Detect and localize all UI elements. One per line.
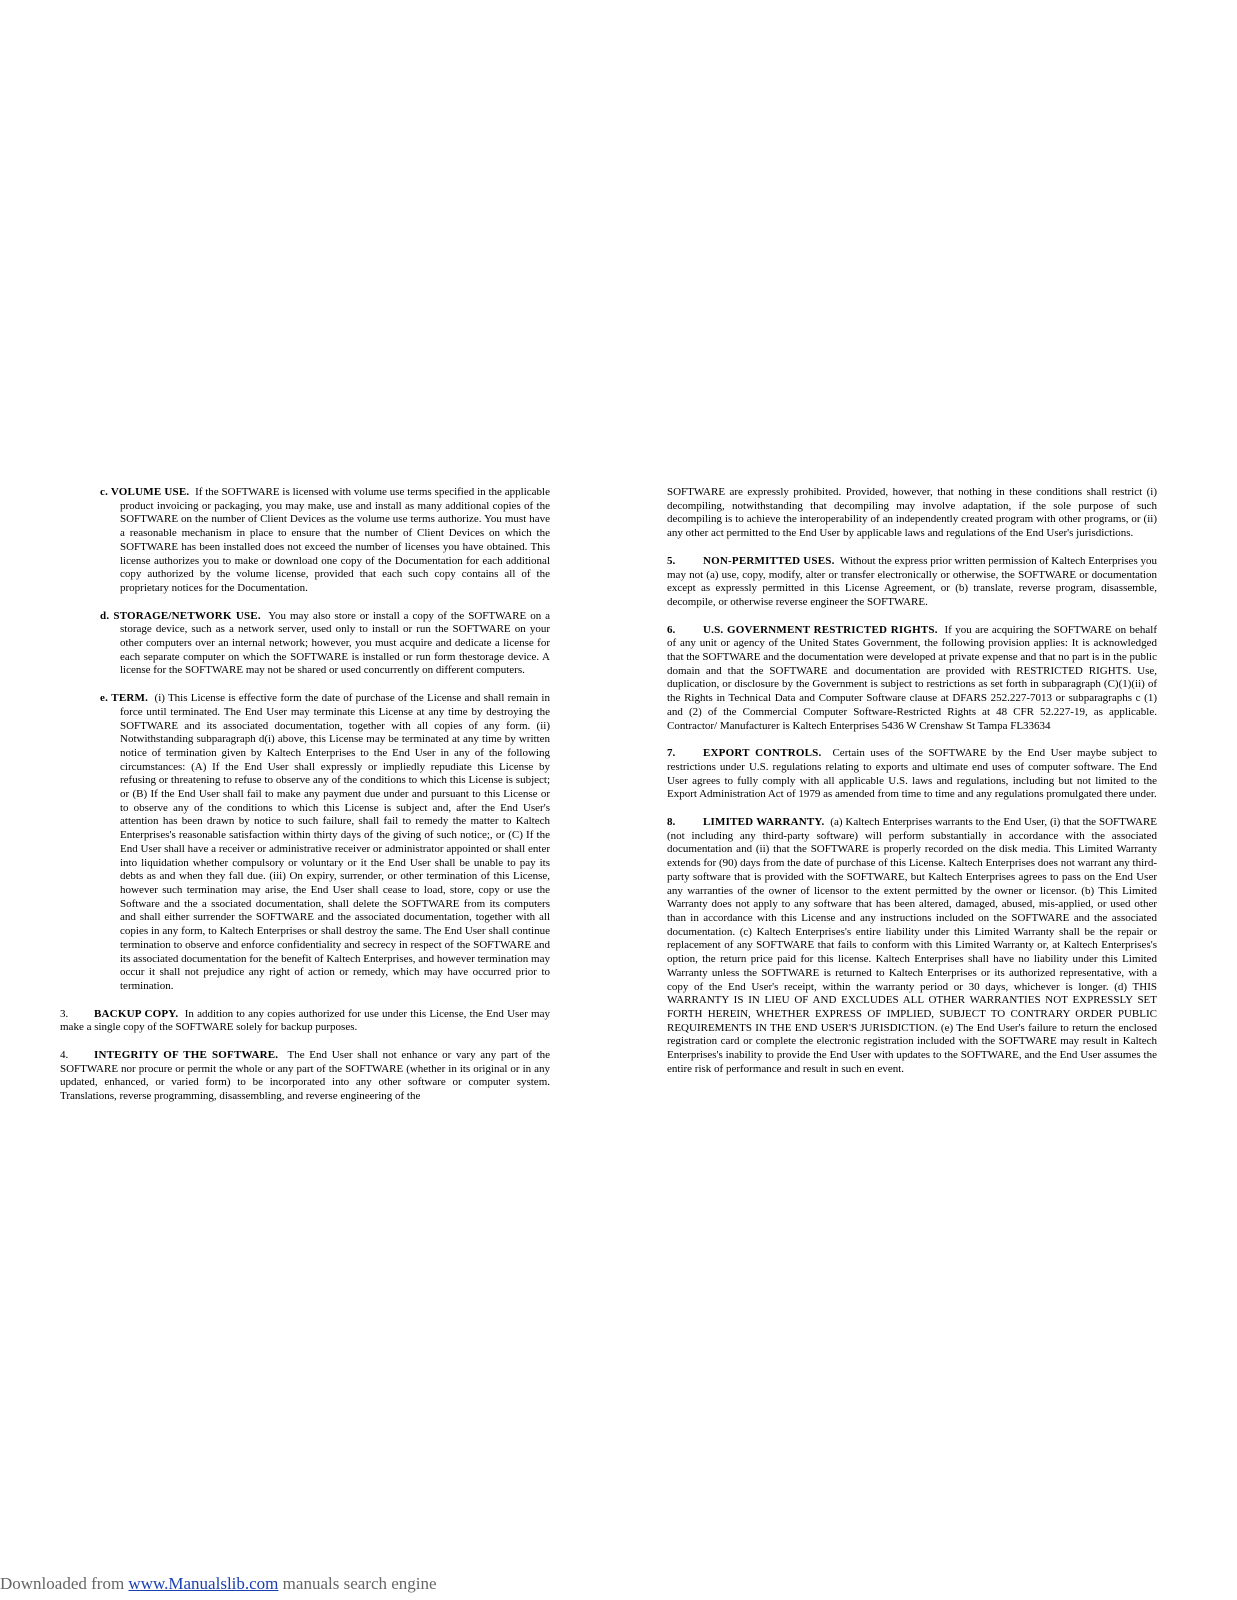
warranty-text: (a) Kaltech Enterprises warrants to the End User, (i) that the SOFTWARE (not including any third-party software) will perform substantially in accordance with the associated documentation and (ii) that the SOFTWARE is properly recorded on the disk media. This Limited Warranty extends for (90) days from the date of purchase of this License. Kaltech Enterprises does not warrant any third-party software that is provided with the SOFTWARE, but Kaltech Enterprises agrees to pass on the End User any warranties of the owner of licensor to the extent permitted by the owner or licensor. (b) This Limited Warranty does not apply to any software that has been altered, damaged, abused, mis-applied, or used other than in accordance with this License and any instructions included on the SOFTWARE and the associated documentation. (c) Kaltech Enterprises's entire liability under this Limited Warranty shall be the repair or replacement of any SOFTWARE that fails to conform with this Limited Warranty or, at Kaltech Enterprises's option, the return price paid for this license. Kaltech Enterprises shall have no liability under this Limited Warranty unless the SOFTWARE is returned to Kaltech Enterprises or its authorized representative, with a copy of the End User's receipt, within the warranty period or 30 days, whichever is longer. (d) THIS WARRANTY IS IN LIEU OF AND EXCLUDES ALL OTHER WARRANTIES NOT EXPRESSLY SET FORTH HEREIN, WHETHER EXPRESS OF IMPLIED, SUBJECT TO CONTRARY ORDER PUBLIC REQUIREMENTS IN THE END USER'S JURISDICTION. (e) The End User's failure to return the enclosed registration card or complete the electronic registration included with the SOFTWARE may result in Kaltech Enterprises's inability to provide the End User with updates to the SOFTWARE, and the End User assumes the entire risk of performance and result in such en event.: [667, 816, 1158, 1075]
term-heading: e. TERM.: [100, 692, 149, 705]
right-column: [667, 486, 1157, 1090]
export-text: Certain uses of the SOFTWARE by the End User maybe subject to restrictions under U.S. regulations relating to exports and ultimate end uses of computer software. The End User agrees to fully comply with all applicable U.S. laws and regulations, including but not limited to the Export Administration Act of 1979 as amended from time to time and any regulations promulgated there under.: [667, 747, 1158, 801]
continuation-text: SOFTWARE are expressly prohibited. Provided, however, that nothing in these conditions shall restrict (i) decompiling, notwithstanding that decompiling may involve adaptation, if the sole purpose of such decompiling is to achieve the interoperability of an independently created program with other programs, or (ii) any other act permitted to the End User by applicable laws and regulations of the End User's jurisdictions.: [667, 486, 1157, 540]
integrity-number: 4.: [60, 1049, 69, 1062]
backup-heading: BACKUP COPY.: [94, 1007, 179, 1020]
non-permitted-number: 5.: [667, 554, 676, 567]
warranty-heading: LIMITED WARRANTY.: [703, 816, 825, 829]
backup-text: In addition to any copies authorized for use under this License, the End User may make a single copy of the SOFTWARE solely for backup purposes.: [60, 1007, 550, 1034]
manualslib-link[interactable]: www.Manualslib.com: [128, 1574, 279, 1593]
government-number: 6.: [667, 623, 676, 636]
volume-use-text: If the SOFTWARE is licensed with volume use terms specified in the applicable product invoicing or packaging, you may make, use and install as many additional copies of the SOFTWARE on the number of Client Devices as the volume use terms authorize. You must have a reasonable mechanism in place to ensure that the number of Client Devices on which the SOFTWARE has been installed does not exceed the number of licenses you have obtained. This license authorizes you to make or download one copy of the Documentation for each additional copy authorized by the volume license, provided that each such copy contains all of the proprietary notices for the Documentation.: [120, 486, 550, 594]
non-permitted-heading: NON-PERMITTED USES.: [703, 554, 835, 567]
non-permitted-clause: [667, 555, 1157, 610]
integrity-clause: [60, 1049, 550, 1104]
storage-use-heading: d. STORAGE/NETWORK USE.: [100, 609, 261, 622]
backup-clause: [60, 1008, 550, 1035]
warranty-number: 8.: [667, 816, 676, 829]
footer-suffix: manuals search engine: [278, 1574, 437, 1593]
export-number: 7.: [667, 747, 676, 760]
government-clause: [667, 624, 1157, 734]
export-heading: EXPORT CONTROLS.: [703, 747, 822, 760]
volume-use-heading: c. VOLUME USE.: [100, 486, 190, 498]
term-text: (i) This License is effective form the date of purchase of the License and shall remain in force until terminated. The End User may terminate this License at any time by destroying the SOFTWARE and its associated documentation, together with all copies of any form. (ii) Notwithstanding subparagraph d(i) above, this License may be terminated at any time by written notice of termination given by Kaltech Enterprises to the End User in any of the following circumstances: (A) If the End User shall expressly or impliedly repudiate this License by refusing or threatening to refuse to observe any of the conditions to which this License is subject; or (B) If the End User shall fail to make any payment due under and pursuant to this License or to observe any of the conditions to which this License is subject and, after the End User's attention has been drawn by notice to such failure, shall fail to remedy the matter to Kaltech Enterprises's reasonable satisfaction within thirty days of the giving of such notice;, or (C) If the End User shall have a receiver or administrative receiver or administrator appointed or shall enter into liquidation whether compulsory or voluntary or it the End User shall be unable to pay its debts as and when they fall due. (iii) On expiry, surrender, or other termination of this License, however such termination may arise, the End User shall cease to load, store, copy or use the Software and the a ssociated documentation, shall delete the SOFTWARE from its computers and shall either surrender the SOFTWARE and the associated documentation, together with all copies in any form, to Kaltech Enterprises or shall destroy the same. The End User shall continue termination to observe and enforce confidentiality and secrecy in respect of the SOFTWARE and its associated documentation for the benefit of Kaltech Enterprises, and however termination may occur it shall not prejudice any right of action or remedy, which may have occurred prior to termination.: [120, 692, 550, 992]
non-permitted-text: Without the express prior written permission of Kaltech Enterprises you may not (a) use, copy, modify, alter or transfer electronically or otherwise, the SOFTWARE or documentation except as expressly permitted in this License Agreement, or (b) translate, reverse program, disassemble, decompile, or otherwise reverse engineer the SOFTWARE.: [667, 554, 1157, 608]
integrity-heading: INTEGRITY OF THE SOFTWARE.: [94, 1049, 279, 1062]
volume-use-clause: [100, 486, 550, 596]
integrity-text: The End User shall not enhance or vary any part of the SOFTWARE nor procure or permit the whole or any part of the SOFTWARE (whether in its original or in any updated, enhanced, or varied form) to be incorporated into any other software or computer system. Translations, reverse programming, disassembling, and reverse engineering of the: [60, 1049, 550, 1103]
backup-number: 3.: [60, 1007, 69, 1020]
term-clause: [100, 692, 550, 993]
storage-use-clause: [100, 610, 550, 679]
footer-prefix: Downloaded from: [0, 1574, 129, 1593]
export-clause: [667, 747, 1157, 802]
left-column: [60, 486, 550, 1118]
government-text: If you are acquiring the SOFTWARE on behalf of any unit or agency of the United States Government, the following provision applies: It is acknowledged that the SOFTWARE and the documentation were developed at private expense and that no part is in the public domain and that the SOFTWARE and documentation are provided with RESTRICTED RIGHTS. Use, duplication, or disclosure by the Government is subject to restrictions as set forth in subparagraph (C)(1)(ii) of the Rights in Technical Data and Computer Software clause at DFARS 252.227-7013 or subparagraphs c (1) and (2) of the Commercial Computer Software-Restricted Rights at 48 CFR 52.227-19, as applicable. Contractor/ Manufacturer is Kaltech Enterprises 5436 W Crenshaw St Tampa FL33634: [667, 623, 1158, 732]
warranty-clause: [667, 816, 1157, 1076]
storage-use-text: You may also store or install a copy of the SOFTWARE on a storage device, such as a network server, used only to install or run the SOFTWARE on your other computers over an internal network; however, you must acquire and dedicate a license for each separate computer on which the SOFTWARE is installed or run form thestorage device. A license for the SOFTWARE may not be shared or used concurrently on different computers.: [120, 609, 550, 677]
download-footer: [0, 1574, 437, 1594]
government-heading: U.S. GOVERNMENT RESTRICTED RIGHTS.: [703, 623, 938, 636]
